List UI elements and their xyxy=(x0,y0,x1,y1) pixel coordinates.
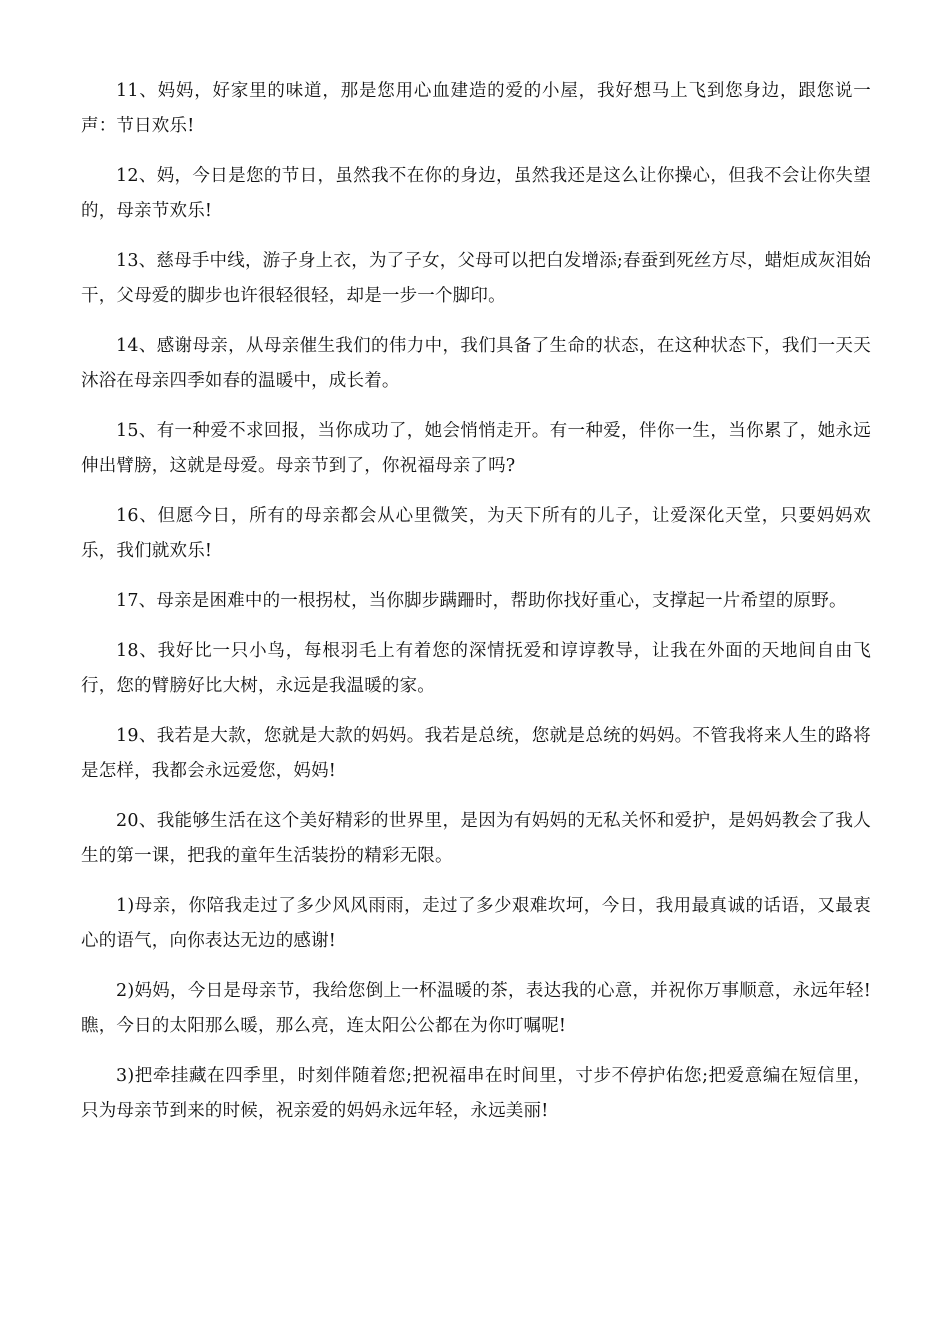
paragraph-extra-2: 2)妈妈，今日是母亲节，我给您倒上一杯温暖的茶，表达我的心意，并祝你万事顺意，永远年轻!瞧，今日的太阳那么暖，那么亮，连太阳公公都在为你叮嘱呢! xyxy=(81,981,871,1036)
paragraph-extra-3: 3)把牵挂藏在四季里，时刻伴随着您;把祝福串在时间里，寸步不停护佑您;把爱意编在短信里，只为母亲节到来的时候，祝亲爱的妈妈永远年轻，永远美丽! xyxy=(81,1066,871,1121)
paragraph-15: 15、有一种爱不求回报，当你成功了，她会悄悄走开。有一种爱，伴你一生，当你累了，她永远伸出臂膀，这就是母爱。母亲节到了，你祝福母亲了吗? xyxy=(81,421,871,476)
paragraph-12: 12、妈，今日是您的节日，虽然我不在你的身边，虽然我还是这么让你操心，但我不会让你失望的，母亲节欢乐! xyxy=(81,166,871,221)
paragraph-19: 19、我若是大款，您就是大款的妈妈。我若是总统，您就是总统的妈妈。不管我将来人生的路将是怎样，我都会永远爱您，妈妈! xyxy=(81,726,871,781)
paragraph-extra-1: 1)母亲，你陪我走过了多少风风雨雨，走过了多少艰难坎坷，今日，我用最真诚的话语，又最衷心的语气，向你表达无边的感谢! xyxy=(81,896,871,951)
paragraph-13: 13、慈母手中线，游子身上衣，为了子女，父母可以把白发增添;春蚕到死丝方尽，蜡炬成灰泪始干，父母爱的脚步也许很轻很轻，却是一步一个脚印。 xyxy=(81,251,871,306)
paragraph-18: 18、我好比一只小鸟，每根羽毛上有着您的深情抚爱和谆谆教导，让我在外面的天地间自由飞行，您的臂膀好比大树，永远是我温暖的家。 xyxy=(81,641,871,696)
paragraph-14: 14、感谢母亲，从母亲催生我们的伟力中，我们具备了生命的状态，在这种状态下，我们一天天沐浴在母亲四季如春的温暖中，成长着。 xyxy=(81,336,871,391)
document-body xyxy=(81,74,871,1144)
paragraph-11: 11、妈妈，好家里的味道，那是您用心血建造的爱的小屋，我好想马上飞到您身边，跟您说一声：节日欢乐! xyxy=(81,81,871,136)
paragraph-17: 17、母亲是困难中的一根拐杖，当你脚步蹒跚时，帮助你找好重心，支撑起一片希望的原野。 xyxy=(116,591,847,611)
paragraph-20: 20、我能够生活在这个美好精彩的世界里，是因为有妈妈的无私关怀和爱护，是妈妈教会了我人生的第一课，把我的童年生活装扮的精彩无限。 xyxy=(81,811,871,866)
paragraph-16: 16、但愿今日，所有的母亲都会从心里微笑，为天下所有的儿子，让爱深化天堂，只要妈妈欢乐，我们就欢乐! xyxy=(81,506,871,561)
